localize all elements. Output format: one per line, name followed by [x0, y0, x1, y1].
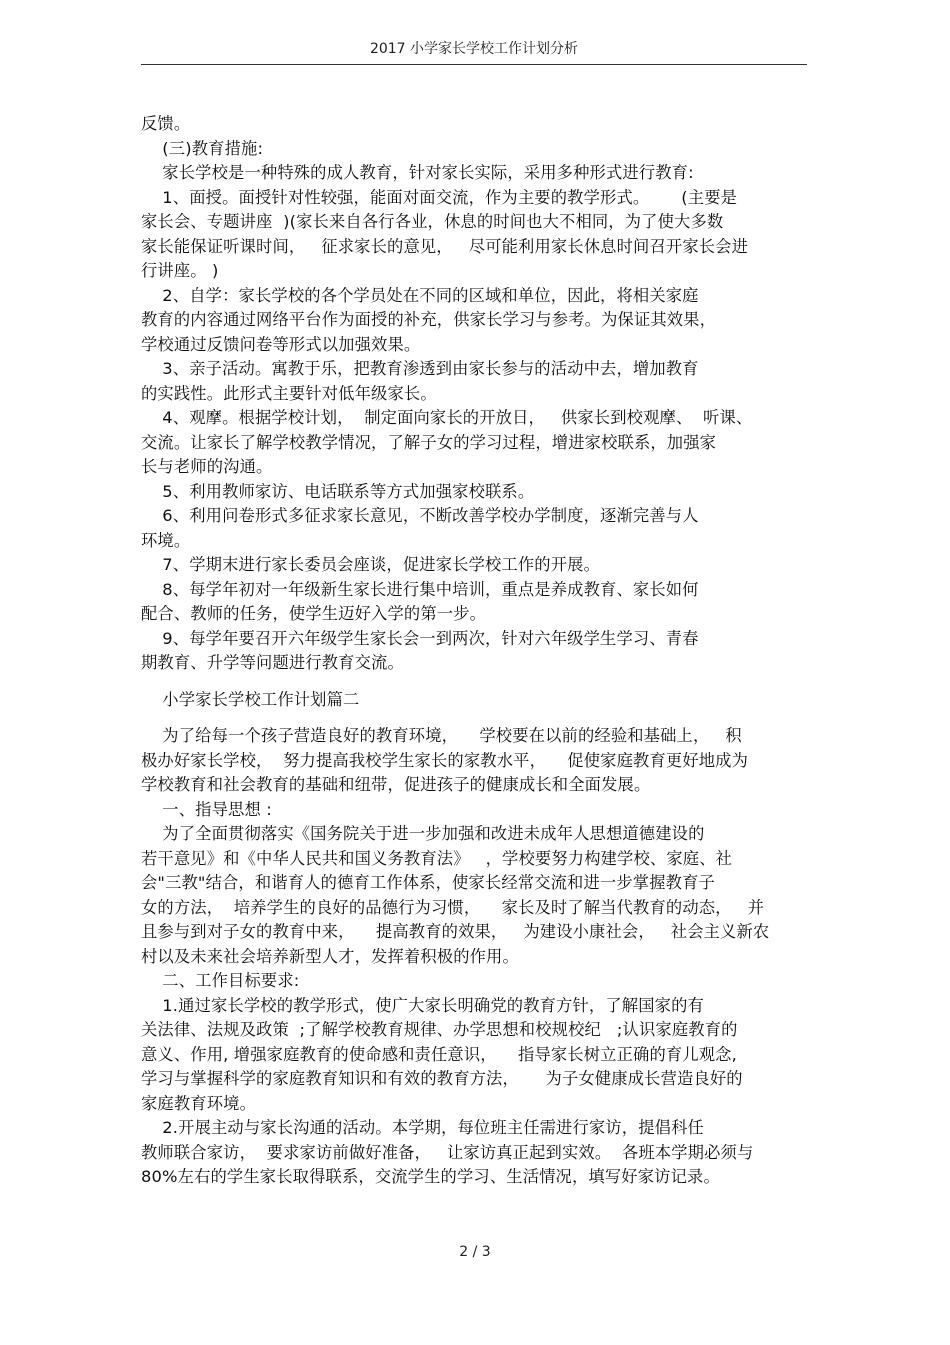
text-line: 学校通过反馈问卷等形式以加强效果。 [141, 334, 421, 354]
text-line: 8、每学年初对一年级新生家长进行集中培训，重点是养成教育、家长如何 [141, 579, 699, 599]
text-line: 若干意见》和《中华人民共和国义务教育法》 ，学校要努力构建学校、家庭、社 [141, 848, 733, 868]
text-line: 学习与掌握科学的家庭教育知识和有效的教育方法， 为子女健康成长营造良好的 [141, 1069, 743, 1088]
text-line: 1、面授。面授针对性较强，能面对面交流，作为主要的教学形式。 (主要是 [141, 187, 738, 207]
section-heading-guiding-thought: 一、指导思想 : [141, 799, 272, 819]
text-line: 学校教育和社会教育的基础和纽带，促进孩子的健康成长和全面发展。 [141, 775, 651, 794]
text-line: 80%左右的学生家长取得联系，交流学生的学习、生活情况，填写好家访记录。 [141, 1167, 720, 1186]
text-line: 且参与到对子女的教育中来， 提高教育的效果， 为建设小康社会， 社会主义新农 [141, 922, 770, 941]
paragraph-gap [141, 712, 807, 724]
text-line: 意义、作用, 增强家庭教育的使命感和责任意识， 指导家长树立正确的育儿观念, [141, 1044, 737, 1064]
document-body [141, 112, 807, 1190]
text-line: 长与老师的沟通。 [141, 457, 273, 476]
text-line: 行讲座。 ) [141, 261, 219, 280]
text-line: 关法律、法规及政策 ;了解学校教育规律、办学思想和校规校纪 ;认识家庭教育的 [141, 1020, 738, 1039]
text-line: 反馈。 [141, 114, 191, 133]
text-line: 4、观摩。根据学校计划， 制定面向家长的开放日， 供家长到校观摩、 听课、 [141, 408, 753, 427]
text-line: 会"三教"结合，和谐育人的德育工作体系，使家长经常交流和进一步掌握教育子 [141, 873, 715, 892]
text-line: 家庭教育环境。 [141, 1093, 257, 1113]
text-line: 家长学校是一种特殊的成人教育，针对家长实际，采用多种形式进行教育: [141, 163, 694, 182]
text-line: 教师联合家访， 要求家访前做好准备， 让家访真正起到实效。 各班本学期必须与 [141, 1142, 754, 1162]
text-line: 为了全面贯彻落实《国务院关于进一步加强和改进未成年人思想道德建设的 [141, 824, 705, 843]
text-line: 村以及未来社会培养新型人才，发挥着积极的作用。 [141, 946, 519, 966]
text-line: 6、利用问卷形式多征求家长意见，不断改善学校办学制度，逐渐完善与人 [141, 506, 699, 525]
running-header: 2017 小学家长学校工作计划分析 [369, 41, 579, 57]
paragraph-gap [141, 676, 807, 688]
text-line: 家长会、专题讲座 )(家长来自各行各业，休息的时间也大不相同，为了使大多数 [141, 212, 724, 231]
text-line: 2.开展主动与家长沟通的活动。本学期，每位班主任需进行家访，提倡科任 [141, 1118, 704, 1137]
text-line: 极办好家长学校， 努力提高我校学生家长的家教水平， 促使家庭教育更好地成为 [141, 750, 749, 770]
text-line: 交流。让家长了解学校教学情况，了解子女的学习过程，增进家校联系，加强家 [141, 432, 717, 452]
text-line: 2、自学：家长学校的各个学员处在不同的区域和单位，因此，将相关家庭 [141, 285, 699, 305]
text-line: 女的方法， 培养学生的良好的品德行为习惯， 家长及时了解当代教育的动态， 并 [141, 897, 765, 917]
section-heading-measures: (三)教育措施: [141, 138, 264, 158]
section-heading-goals: 二、工作目标要求: [141, 971, 300, 990]
text-line: 9、每学年要召开六年级学生家长会一到两次，针对六年级学生学习、青春 [141, 628, 699, 648]
section-title: 小学家长学校工作计划篇二 [141, 689, 360, 709]
page-number: 2 / 3 [459, 1244, 491, 1260]
text-line: 家长能保证听课时间， 征求家长的意见， 尽可能利用家长休息时间召开家长会进 [141, 236, 749, 256]
text-line: 为了给每一个孩子营造良好的教育环境， 学校要在以前的经验和基础上， 积 [141, 726, 742, 745]
text-line: 7、学期末进行家长委员会座谈，促进家长学校工作的开展。 [141, 555, 601, 574]
text-line: 教育的内容通过网络平台作为面授的补充，供家长学习与参考。为保证其效果， [141, 310, 717, 329]
text-line: 3、亲子活动。寓教于乐，把教育渗透到由家长参与的活动中去，增加教育 [141, 359, 699, 378]
header-divider [141, 64, 807, 65]
text-line: 期教育、升学等问题进行教育交流。 [141, 653, 404, 672]
text-line: 环境。 [141, 530, 191, 550]
text-line: 5、利用教师家访、电话联系等方式加强家校联系。 [141, 481, 535, 501]
text-line: 的实践性。此形式主要针对低年级家长。 [141, 383, 437, 403]
text-line: 配合、教师的任务，使学生迈好入学的第一步。 [141, 604, 487, 623]
text-line: 1.通过家长学校的教学形式，使广大家长明确党的教育方针，了解国家的有 [141, 995, 704, 1015]
